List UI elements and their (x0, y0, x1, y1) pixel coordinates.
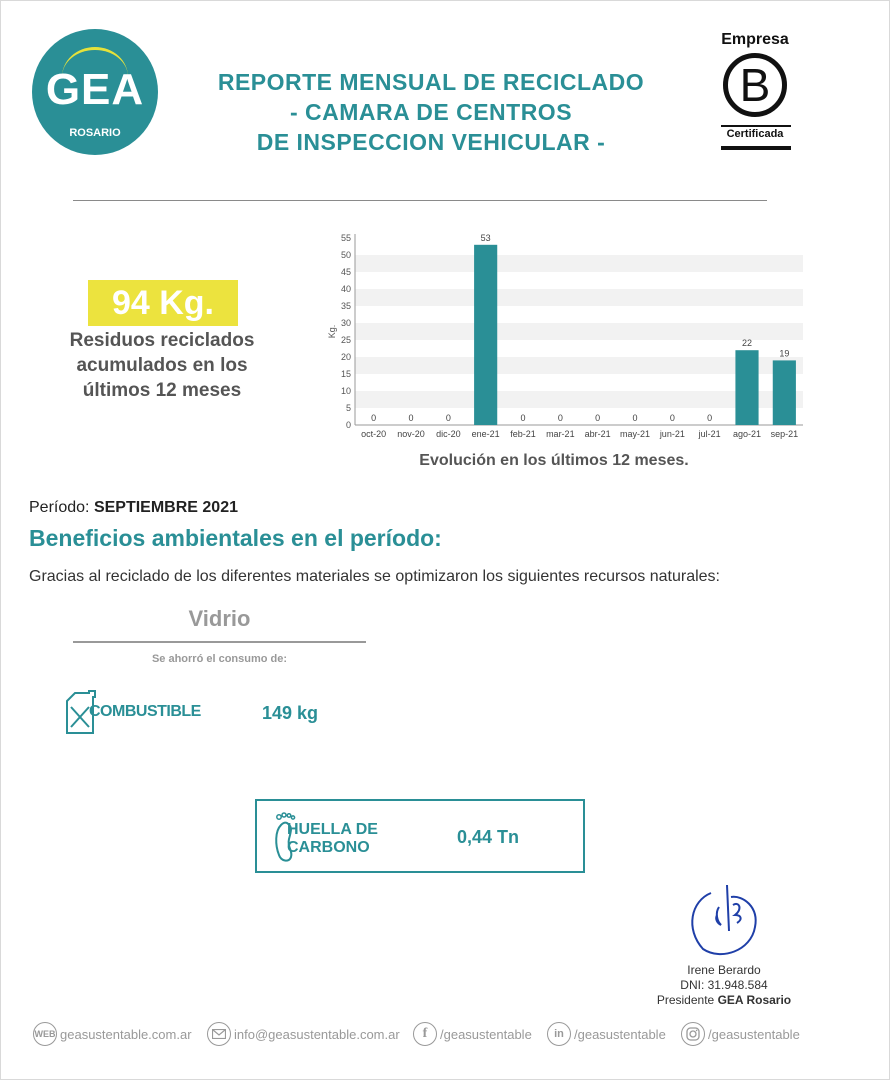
facebook-icon: f (413, 1022, 437, 1046)
chart-x-tick-label: may-21 (619, 429, 651, 439)
chart-y-tick-label: 5 (345, 403, 351, 413)
monthly-bar-chart (321, 223, 811, 443)
gea-logo (32, 29, 158, 155)
chart-x-tick-label: nov-20 (397, 429, 425, 439)
linkedin-icon: in (547, 1022, 571, 1046)
logo-text: GEA (45, 65, 145, 114)
chart-y-tick-label: 50 (340, 250, 351, 260)
carbon-label (287, 821, 378, 857)
chart-x-tick-label: oct-20 (361, 429, 387, 439)
signatory-role-prefix: Presidente (656, 993, 715, 1007)
chart-grid-band (355, 323, 803, 340)
fuel-value: 149 kg (262, 703, 319, 723)
footer-email-text: info@geasustentable.com.ar (234, 1026, 400, 1042)
material-divider (73, 641, 366, 643)
benefits-intro: Gracias al reciclado de los diferentes materiales se optimizaron los siguientes recursos naturales: (29, 568, 720, 585)
footer-linkedin-text: /geasustentable (574, 1026, 666, 1042)
chart-data-label: 0 (707, 413, 713, 423)
chart-y-tick-label: 35 (340, 301, 351, 311)
chart-x-tick-label: ene-21 (471, 429, 500, 439)
chart-x-tick-label: jul-21 (698, 429, 721, 439)
chart-y-axis-label: Kg. (327, 324, 337, 339)
chart-data-label: 0 (595, 413, 601, 423)
bcorp-bottom-text: Certificada (726, 128, 784, 140)
chart-y-tick-label: 55 (340, 233, 351, 243)
chart-y-tick-label: 10 (340, 386, 351, 396)
chart-caption: Evolución en los últimos 12 meses. (419, 452, 689, 469)
bcorp-top-text: Empresa (721, 31, 789, 48)
title-line-2: - CAMARA DE CENTROS (289, 99, 573, 125)
period (29, 499, 238, 517)
bcorp-circle: B (723, 53, 787, 117)
footer (33, 1021, 853, 1047)
signatory-role (641, 993, 807, 1008)
footer-email[interactable] (207, 1021, 400, 1047)
email-icon (207, 1022, 231, 1046)
period-value: SEPTIEMBRE 2021 (93, 499, 238, 516)
chart-x-tick-label: mar-21 (546, 429, 575, 439)
logo-city: ROSARIO (69, 127, 121, 139)
chart-svg (321, 223, 811, 443)
material-title: Vidrio (188, 606, 251, 631)
signatory-org: GEA Rosario (717, 993, 792, 1007)
chart-data-label: 0 (557, 413, 563, 423)
chart-data-label: 0 (632, 413, 638, 423)
signatory-name: Irene Berardo (687, 963, 761, 977)
carbon-value: 0,44 Tn (457, 827, 520, 847)
handwritten-signature (681, 879, 763, 961)
carbon-label-line-1: HUELLA DE (287, 821, 378, 838)
chart-grid-band (355, 255, 803, 272)
chart-data-label: 22 (741, 338, 753, 349)
chart-x-tick-label: dic-20 (436, 429, 461, 439)
saved-label: Se ahorró el consumo de: (151, 653, 288, 665)
bcorp-logo (713, 31, 797, 155)
footer-linkedin[interactable] (547, 1021, 666, 1047)
chart-y-tick-label: 20 (340, 352, 351, 362)
footer-instagram[interactable] (681, 1021, 800, 1047)
chart-y-tick-label: 45 (340, 267, 351, 277)
chart-data-label: 0 (445, 413, 451, 423)
fuel-label: COMBUSTIBLE (89, 703, 201, 720)
bcorp-line (721, 125, 791, 127)
chart-data-label: 0 (520, 413, 526, 423)
bcorp-line-thick (721, 146, 791, 150)
chart-x-tick-label: feb-21 (510, 429, 536, 439)
title-line-1: REPORTE MENSUAL DE RECICLADO (217, 69, 645, 95)
chart-y-tick-label: 15 (340, 369, 351, 379)
footer-facebook[interactable] (413, 1021, 532, 1047)
signatory (641, 963, 807, 1008)
chart-data-label: 0 (669, 413, 675, 423)
chart-data-label: 19 (779, 348, 790, 359)
total-kg-description: Residuos reciclados acumulados en los últimos 12 meses (69, 330, 255, 401)
chart-y-tick-label: 0 (345, 420, 351, 430)
chart-data-label: 0 (408, 413, 414, 423)
chart-data-label: 53 (480, 232, 491, 243)
chart-grid-band (355, 289, 803, 306)
chart-x-tick-label: jun-21 (659, 429, 685, 439)
chart-bar (773, 360, 796, 425)
instagram-icon (681, 1022, 705, 1046)
web-icon: WEB (33, 1022, 57, 1046)
title-line-3: DE INSPECCION VEHICULAR - (256, 129, 606, 155)
chart-x-tick-label: sep-21 (770, 429, 799, 439)
carbon-label-line-2: CARBONO (287, 839, 370, 856)
chart-y-tick-label: 25 (340, 335, 351, 345)
footer-web-text: geasustentable.com.ar (60, 1026, 192, 1042)
header-divider (73, 200, 767, 201)
chart-x-tick-label: abr-21 (584, 429, 611, 439)
footer-facebook-text: /geasustentable (440, 1026, 532, 1042)
footer-web[interactable] (33, 1021, 192, 1047)
benefits-title: Beneficios ambientales en el período: (29, 525, 442, 551)
period-label: Período: (29, 499, 90, 516)
carbon-footprint-box (255, 799, 585, 873)
report-title (171, 67, 691, 157)
total-kg-badge: 94 Kg. (88, 280, 238, 326)
chart-y-tick-label: 30 (340, 318, 351, 328)
chart-bar (474, 245, 497, 425)
chart-data-label: 0 (371, 413, 377, 423)
signatory-dni: DNI: 31.948.584 (680, 978, 768, 992)
chart-x-tick-label: ago-21 (732, 429, 762, 439)
chart-bar (735, 350, 758, 425)
footer-instagram-text: /geasustentable (708, 1026, 800, 1042)
chart-y-tick-label: 40 (340, 284, 351, 294)
